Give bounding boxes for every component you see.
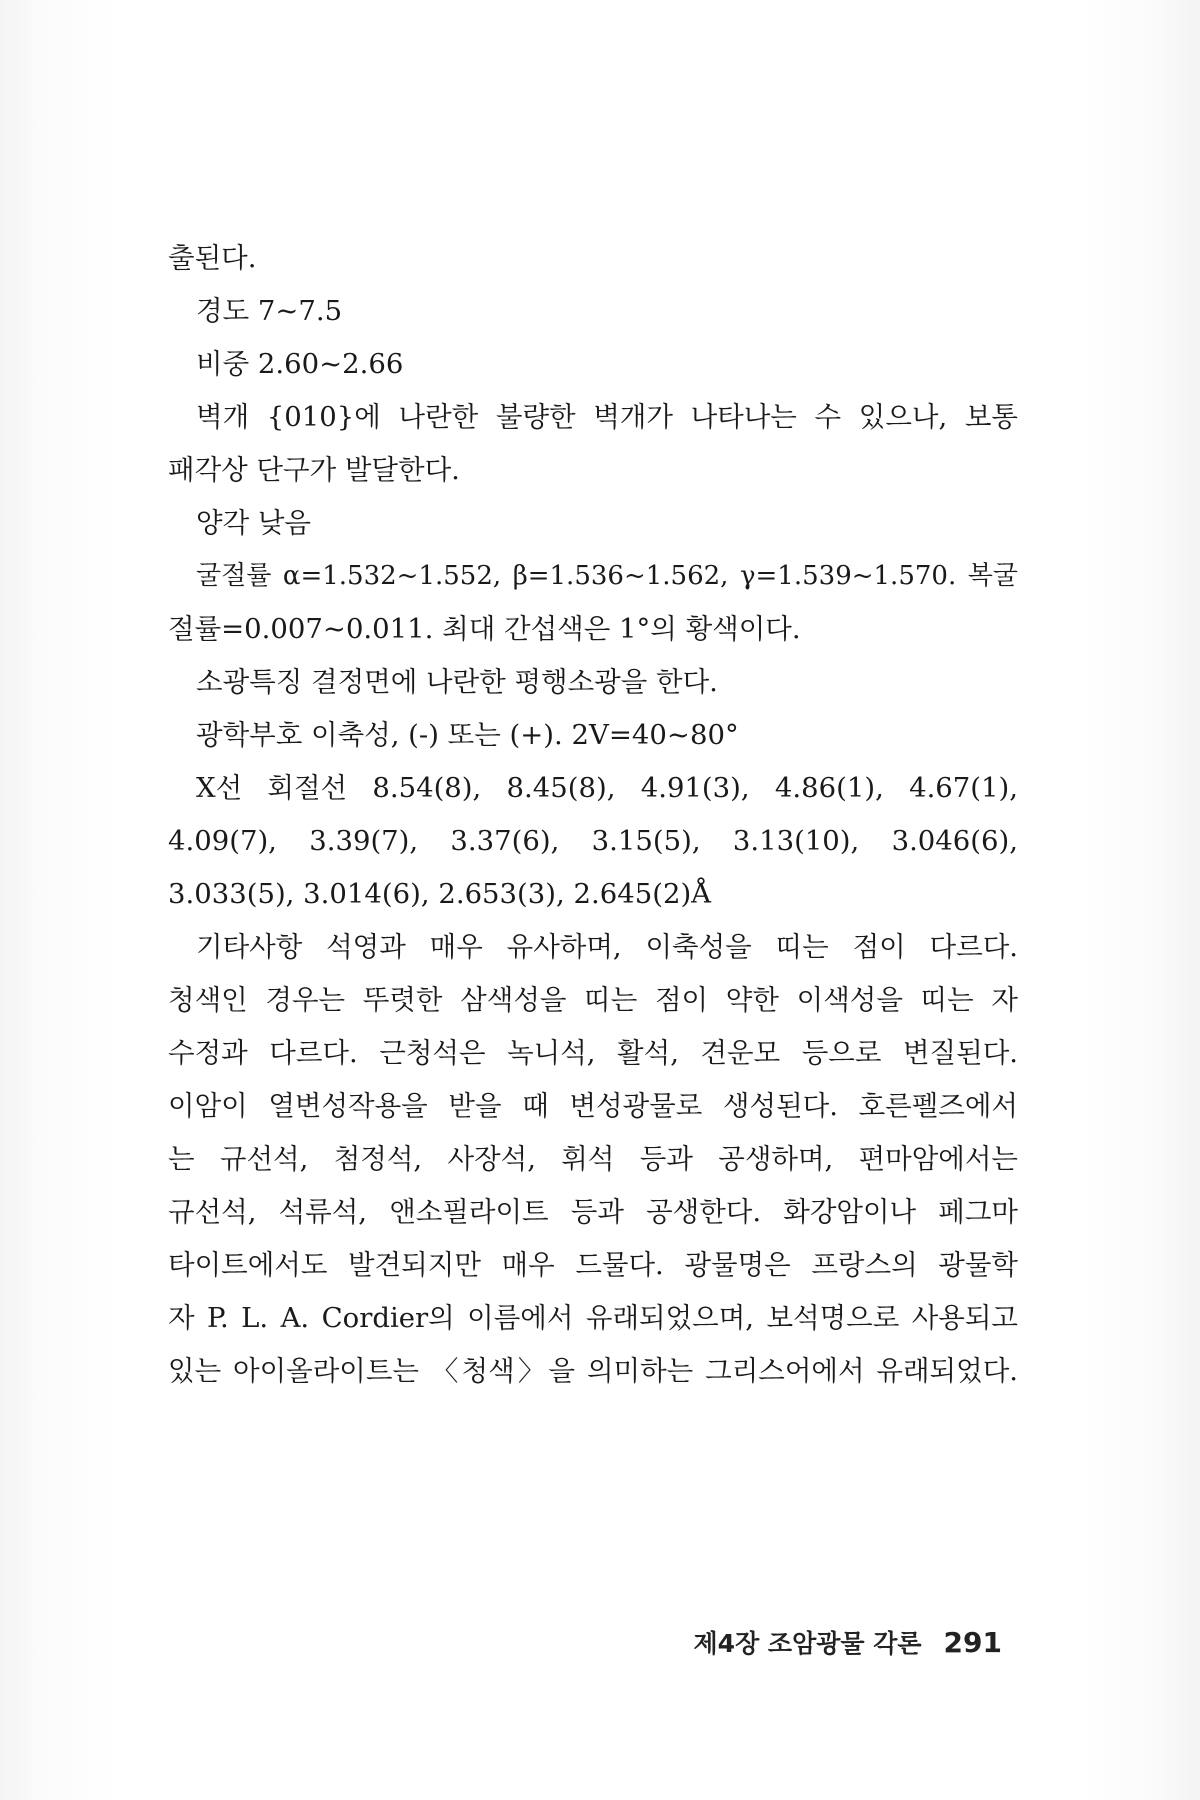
text-line: 양각 낮음 [196, 507, 312, 539]
text-line: 청색인 경우는 뚜렷한 삼색성을 띠는 점이 약한 이색성을 띠는 자 [168, 984, 1018, 1016]
text-line: 이암이 열변성작용을 받을 때 변성광물로 생성된다. 호른펠즈에서 [168, 1090, 1018, 1122]
text-line: 있는 아이올라이트는 〈청색〉을 의미하는 그리스어에서 유래되었다. [168, 1355, 1018, 1387]
text-line: 비중 2.60~2.66 [196, 348, 404, 380]
chapter-title: 제4장 조암광물 각론 [693, 1629, 922, 1658]
text-line: 자 P. L. A. Cordier의 이름에서 유래되었으며, 보석명으로 사용되고 [168, 1302, 1018, 1334]
text-line: X선 회절선 8.54(8), 8.45(8), 4.91(3), 4.86(1), 4.67(1), [196, 772, 1018, 804]
text-line: 절률=0.007~0.011. 최대 간섭색은 1°의 황색이다. [168, 613, 801, 645]
page-number: 291 [943, 1626, 1002, 1659]
text-line: 광학부호 이축성, (-) 또는 (+). 2V=40~80° [196, 719, 739, 751]
body-text [168, 232, 1018, 1398]
text-line: 3.033(5), 3.014(6), 2.653(3), 2.645(2)Å [168, 878, 712, 910]
text-line: 굴절률 α=1.532~1.552, β=1.536~1.562, γ=1.539~1.570. 복굴 [196, 561, 1018, 591]
text-line: 벽개 {010}에 나란한 불량한 벽개가 나타나는 수 있으나, 보통 [196, 401, 1018, 433]
text-line: 수정과 다르다. 근청석은 녹니석, 활석, 견운모 등으로 변질된다. [168, 1037, 1018, 1069]
text-line: 출된다. [168, 242, 257, 274]
text-line: 패각상 단구가 발달한다. [168, 454, 460, 486]
text-line: 는 규선석, 첨정석, 사장석, 휘석 등과 공생하며, 편마암에서는 [168, 1143, 1018, 1175]
page-footer [694, 1624, 1002, 1660]
text-line: 타이트에서도 발견되지만 매우 드물다. 광물명은 프랑스의 광물학 [168, 1249, 1018, 1281]
text-line: 기타사항 석영과 매우 유사하며, 이축성을 띠는 점이 다르다. [196, 931, 1018, 963]
text-line: 경도 7~7.5 [196, 295, 343, 327]
text-line: 규선석, 석류석, 앤소필라이트 등과 공생한다. 화강암이나 페그마 [168, 1196, 1018, 1228]
text-line: 4.09(7), 3.39(7), 3.37(6), 3.15(5), 3.13(10), 3.046(6), [168, 825, 1018, 857]
text-line: 소광특징 결정면에 나란한 평행소광을 한다. [196, 666, 718, 698]
